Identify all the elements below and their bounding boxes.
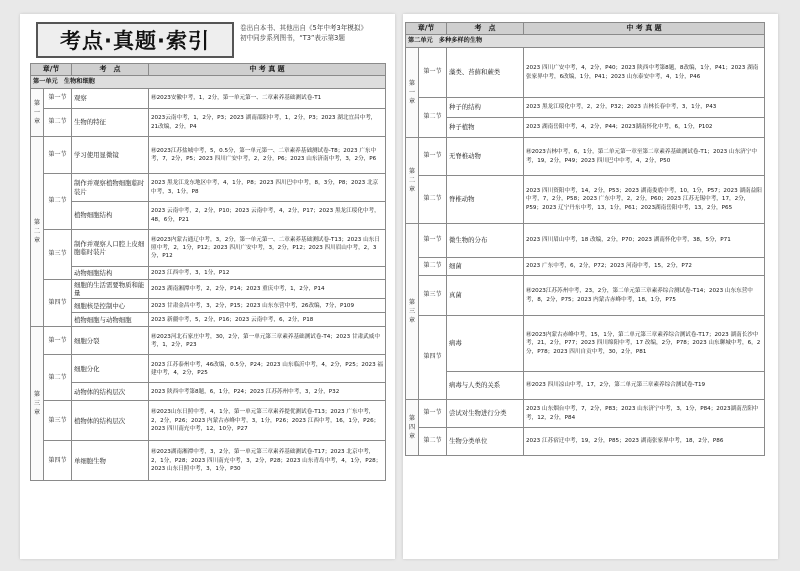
exam-refs: 2023云南中考，1，2分，P3；2023 湖南邵阳中考，1，2分，P3；2023 湖北宜昌中考，21改编，2分，P4 xyxy=(149,109,386,137)
section-label: 第二节 xyxy=(419,176,447,224)
note-line: 卷出自本书、其他出自《5年中考3年模拟》 xyxy=(240,24,368,32)
exam-refs: 2023 新疆中考，5，2分，P16；2023 云南中考，6，2分，P18 xyxy=(149,313,386,327)
knowledge-point: 制作并观察植物细胞临时装片 xyxy=(72,174,149,202)
exam-refs: ㊙2023内蒙古通辽中考，3，2分，第一单元第一、二章素养基础测试卷-T13；2023 山东日照中考，2，1分，P12；2023 四川广安中考，3，2分，P12；2023 四川眉山中考，2，3分，P12 xyxy=(149,230,386,267)
index-table-left xyxy=(30,63,386,481)
page-title: 考点·真题·索引 xyxy=(36,22,234,58)
exam-refs: ㊙2023山东日照中考，4，1分，第一单元第三章素养提优测试卷-T13；2023 广东中考，2，2分，P26；2023 内蒙古赤峰中考，3，1分，P26；2023 江西中考，16，1分，P26；2023 四川南充中考，12，10分，P27 xyxy=(149,401,386,441)
knowledge-point: 细菌 xyxy=(447,258,524,276)
header-exams: 中 考 真 题 xyxy=(149,64,386,76)
unit-title: 第一单元 生物和细胞 xyxy=(31,76,386,89)
exam-refs: 2023 陕西中考第8题，6，1分，P24；2023 江苏苏州中考，3，2分，P32 xyxy=(149,383,386,401)
section-label: 第一节 xyxy=(44,137,72,174)
section-label: 第一节 xyxy=(419,48,447,98)
exam-refs: 2023 四川资阳中考，14，2分，P53；2023 湖南娄底中考，10，1分，P57；2023 湖南益阳中考，7，2分，P58；2023 广东中考，2，2分，P60；2023 江苏无锡中考，17，2分，P59；2023 辽宁丹东中考，13，1分，P61；2023湖南岳阳中考，13，2分，P65 xyxy=(524,176,765,224)
section-label: 第一节 xyxy=(44,327,72,355)
section-label: 第二节 xyxy=(44,109,72,137)
index-table-right xyxy=(405,22,765,456)
chapter-label: 第一章 xyxy=(31,89,44,137)
knowledge-point: 尝试对生物进行分类 xyxy=(447,400,524,428)
knowledge-point: 种子植物 xyxy=(447,118,524,138)
header-point: 考 点 xyxy=(72,64,149,76)
knowledge-point: 脊椎动物 xyxy=(447,176,524,224)
section-label: 第三节 xyxy=(419,276,447,316)
exam-refs: 2023 甘肃金昌中考，3，2分，P15；2023 山东东营中考，26改编，7分，P109 xyxy=(149,299,386,313)
exam-refs: 2023 四川广安中考，4，2分，P40；2023 陕西中考第8题，8改编，1分，P41；2023 湖南张家界中考，6改编，1分，P41；2023 山东泰安中考，4，1分，P46 xyxy=(524,48,765,98)
knowledge-point: 微生物的分布 xyxy=(447,224,524,258)
chapter-label: 第二章 xyxy=(31,137,44,327)
section-label: 第二节 xyxy=(419,428,447,456)
exam-refs: 2023 云南中考，2，2分，P10；2023 云南中考，4，2分，P17；2023 黑龙江绥化中考，48，6分，P21 xyxy=(149,202,386,230)
knowledge-point: 制作并观察人口腔上皮细胞临时装片 xyxy=(72,230,149,267)
section-label: 第四节 xyxy=(44,441,72,481)
knowledge-point: 种子的结构 xyxy=(447,98,524,118)
exam-refs: 2023 广东中考，6，2分，P72；2023 河南中考，15，2分，P72 xyxy=(524,258,765,276)
knowledge-point: 动物体的结构层次 xyxy=(72,383,149,401)
exam-refs: ㊙2023江苏盐城中考，5，0.5分，第一单元第一、二章素养基础测试卷-T8；2023 广东中考，7，2分，P5；2023 四川广安中考，2，2分，P6；2023 山东济南中考，3，2分，P6 xyxy=(149,137,386,174)
knowledge-point: 观察 xyxy=(72,89,149,109)
unit-title: 第二单元 多种多样的生物 xyxy=(406,35,765,48)
knowledge-point: 单细胞生物 xyxy=(72,441,149,481)
knowledge-point: 病毒与人类的关系 xyxy=(447,372,524,400)
knowledge-point: 植物细胞与动物细胞 xyxy=(72,313,149,327)
knowledge-point: 无脊椎动物 xyxy=(447,138,524,176)
exam-refs: 2023 江苏宿迁中考，19，2分，P85；2023 湖南张家界中考，18，2分，P86 xyxy=(524,428,765,456)
chapter-label: 第四章 xyxy=(406,400,419,456)
chapter-label: 第三章 xyxy=(31,327,44,481)
exam-refs: 2023 江西中考，3，1分，P12 xyxy=(149,267,386,280)
exam-refs: 2023 湖南湘潭中考，2，2分，P14；2023 重庆中考，1，2分，P14 xyxy=(149,280,386,299)
header-chapter-section: 章/节 xyxy=(406,23,447,35)
section-label: 第一节 xyxy=(419,400,447,428)
knowledge-point: 细胞分裂 xyxy=(72,327,149,355)
exam-refs: ㊙2023江苏苏州中考，23，2分，第二单元第三章素养综合测试卷-T14；2023 山东东营中考，8，2分，P75；2023 内蒙古赤峰中考，18，1分，P75 xyxy=(524,276,765,316)
knowledge-point: 病毒 xyxy=(447,316,524,372)
exam-refs: ㊙2023河北石家庄中考，30，2分，第一单元第三章素养基础测试卷-T4；2023 甘肃武威中考，1，2分，P23 xyxy=(149,327,386,355)
header-exams: 中 考 真 题 xyxy=(524,23,765,35)
knowledge-point: 细胞核是控制中心 xyxy=(72,299,149,313)
exam-refs: ㊙2023吉林中考，6，1分，第二单元第一章至第二章素养基础测试卷-T1；2023 山东济宁中考，19，2分，P49；2023 四川巴中中考，4，2分，P50 xyxy=(524,138,765,176)
knowledge-point: 生物的特征 xyxy=(72,109,149,137)
knowledge-point: 植物细胞结构 xyxy=(72,202,149,230)
exam-refs: 2023 黑龙江龙东地区中考，4，1分，P8；2023 四川巴中中考，8，3分，P8；2023 北京中考，3，1分，P8 xyxy=(149,174,386,202)
knowledge-point: 细胞的生活需要物质和能量 xyxy=(72,280,149,299)
section-label: 第一节 xyxy=(44,89,72,109)
knowledge-point: 细胞分化 xyxy=(72,355,149,383)
header-chapter-section: 章/节 xyxy=(31,64,72,76)
exam-refs: ㊙2023湖南湘潭中考，3，2分，第一单元第三章素养基础测试卷-T17；2023 北京中考，2，1分，P28；2023 四川南充中考，3，2分，P28；2023 山东青岛中考，4，1分，P28；2023 山东日照中考，3，1分，P30 xyxy=(149,441,386,481)
knowledge-point: 植物体的结构层次 xyxy=(72,401,149,441)
knowledge-point: 学习使用显微镜 xyxy=(72,137,149,174)
section-label: 第一节 xyxy=(419,138,447,176)
section-label: 第三节 xyxy=(44,230,72,280)
section-label: 第三节 xyxy=(44,401,72,441)
header-point: 考 点 xyxy=(447,23,524,35)
right-page xyxy=(403,14,778,559)
section-label: 第二节 xyxy=(44,355,72,401)
exam-refs: 2023 江苏泰州中考，46改编，0.5分，P24；2023 山东临沂中考，4，2分，P25；2023 福建中考，4，2分，P25 xyxy=(149,355,386,383)
chapter-label: 第二章 xyxy=(406,138,419,224)
knowledge-point: 藻类、苔藓和蕨类 xyxy=(447,48,524,98)
exam-refs: 2023 湖南岳阳中考，4，2分，P44；2023湖南怀化中考，6，1分，P102 xyxy=(524,118,765,138)
note-line: 初中同步系列图书，“T3”表示第3题 xyxy=(240,33,345,42)
section-label: 第二节 xyxy=(44,174,72,230)
knowledge-point: 动物细胞结构 xyxy=(72,267,149,280)
exam-refs: 2023 四川眉山中考，18 改编，2分，P70；2023 湖南怀化中考，38，5分，P71 xyxy=(524,224,765,258)
header-note xyxy=(240,24,390,43)
section-label: 第二节 xyxy=(419,258,447,276)
exam-refs: 2023 黑龙江绥化中考，2，2分，P32；2023 吉林长春中考，3，1分，P43 xyxy=(524,98,765,118)
section-label: 第四节 xyxy=(419,316,447,400)
exam-refs: 2023 山东烟台中考，7，2分，P83；2023 山东济宁中考，3，1分，P84；2023湖南岳阳中考，12，2分，P84 xyxy=(524,400,765,428)
exam-refs: ㊙2023内蒙古赤峰中考，15，1分，第二单元第三章素养综合测试卷-T17；2023 湖南长沙中考，21，2分，P77；2023 四川绵阳中考，17 改编，2分，P78；2023 山东聊城中考，6，2分，P78；2023 四川自贡中考，30，2分，P81 xyxy=(524,316,765,372)
exam-refs: ㊙2023 四川凉山中考，17，2分，第二单元第三章素养综合测试卷-T19 xyxy=(524,372,765,400)
exam-refs: ㊙2023安徽中考，1，2分，第一单元第一、二章素养基础测试卷-T1 xyxy=(149,89,386,109)
chapter-label: 第一章 xyxy=(406,48,419,138)
chapter-label: 第三章 xyxy=(406,224,419,400)
section-label: 第四节 xyxy=(44,280,72,327)
section-label: 第一节 xyxy=(419,224,447,258)
knowledge-point: 真菌 xyxy=(447,276,524,316)
knowledge-point: 生物分类单位 xyxy=(447,428,524,456)
left-page xyxy=(20,14,395,559)
section-label: 第二节 xyxy=(419,98,447,138)
